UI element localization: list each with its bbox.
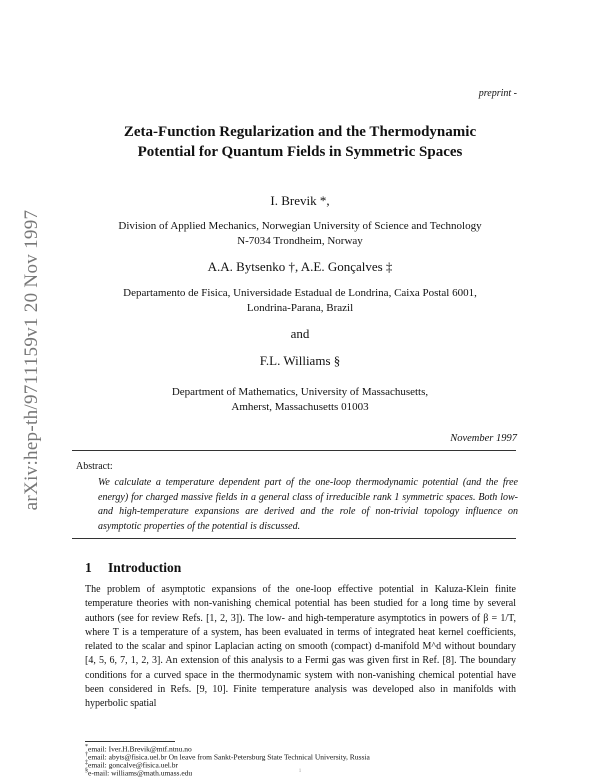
title-line-1: Zeta-Function Regularization and the Thermodynamic — [123, 124, 477, 140]
abstract-bottom-rule — [72, 538, 516, 539]
affiliation-1-line-1: Division of Applied Mechanics, Norwegian University of Science and Technology — [118, 220, 482, 232]
section-heading — [85, 560, 181, 576]
author-bytsenko-goncalves: A.A. Bytsenko †, A.E. Gonçalves ‡ — [207, 259, 393, 274]
affiliation-3 — [0, 385, 600, 415]
affiliation-2 — [0, 286, 600, 316]
author-brevik: I. Brevik *, — [270, 193, 330, 208]
arxiv-stamp-text: arXiv:hep-th/9711159v1 20 Nov 1997 — [21, 209, 42, 511]
and-word: and — [290, 326, 310, 341]
paper-title — [0, 122, 600, 162]
affiliation-3-line-1: Department of Mathematics, University of Massachusetts, — [171, 386, 429, 398]
affiliation-1-line-2: N-7034 Trondheim, Norway — [237, 235, 363, 247]
preprint-label: preprint - — [478, 88, 517, 99]
affiliation-3-line-2: Amherst, Massachusetts 01003 — [231, 401, 369, 413]
section-title: Introduction — [108, 560, 182, 575]
footnote-2: †email: abyts@fisica.uel.br On leave from Sankt-Petersburg State Technical University, Russia — [85, 752, 370, 762]
body-paragraph: The problem of asymptotic expansions of the one-loop effective potential in Kaluza-Klein finite temperature theories with non-vanishing chemical potential has been studied for a long time by several authors (see for review Refs. [1, 2, 3]). The low- and high-temperature asymptotics in powers of β = 1/T, where T is a temperature of a system, has been evaluated in terms of integrated heat kernel coefficients, related to the scalar and spinor Laplacian acting on smooth (compact) d-manifold M^d without boundary [4, 5, 6, 7, 1, 2, 3]. An extension of this analysis to a Fermi gas was given first in Ref. [8]. The boundary conditions for a curved space in the thermodynamic system with non-vanishing chemical potential have been considered in Refs. [9, 10]. Finite temperature analysis was developed also in manifolds with hyperbolic spatial — [85, 584, 516, 710]
section-number: 1 — [85, 560, 92, 575]
abstract-text: We calculate a temperature dependent part of the one-loop thermodynamic potential (and the free energy) for charged massive fields in a general class of irreducible rank 1 symmetric spaces. Both low- and high-temperature expansions are derived and the role of non-trivial topology influence on asymptotic properties of the potential is discussed. — [98, 477, 518, 532]
abstract-top-rule — [72, 450, 516, 451]
footnote-4: §e-mail: williams@math.umass.edu — [85, 768, 193, 778]
footnote-1: *email: Iver.H.Brevik@mtf.ntnu.no — [85, 744, 192, 754]
abstract-label: Abstract: — [76, 461, 113, 472]
footnote-3: ‡email: goncalve@fisica.uel.br — [85, 760, 178, 770]
affiliation-1 — [0, 219, 600, 249]
title-line-2: Potential for Quantum Fields in Symmetric Spaces — [137, 144, 463, 160]
affiliation-2-line-2: Londrina-Parana, Brazil — [246, 302, 354, 314]
author-williams: F.L. Williams § — [259, 353, 341, 368]
footnote-rule — [85, 741, 175, 742]
affiliation-2-line-1: Departamento de Fisica, Universidade Estadual de Londrina, Caixa Postal 6001, — [123, 287, 477, 299]
date: November 1997 — [450, 433, 517, 444]
page-number: 1 — [298, 769, 302, 774]
